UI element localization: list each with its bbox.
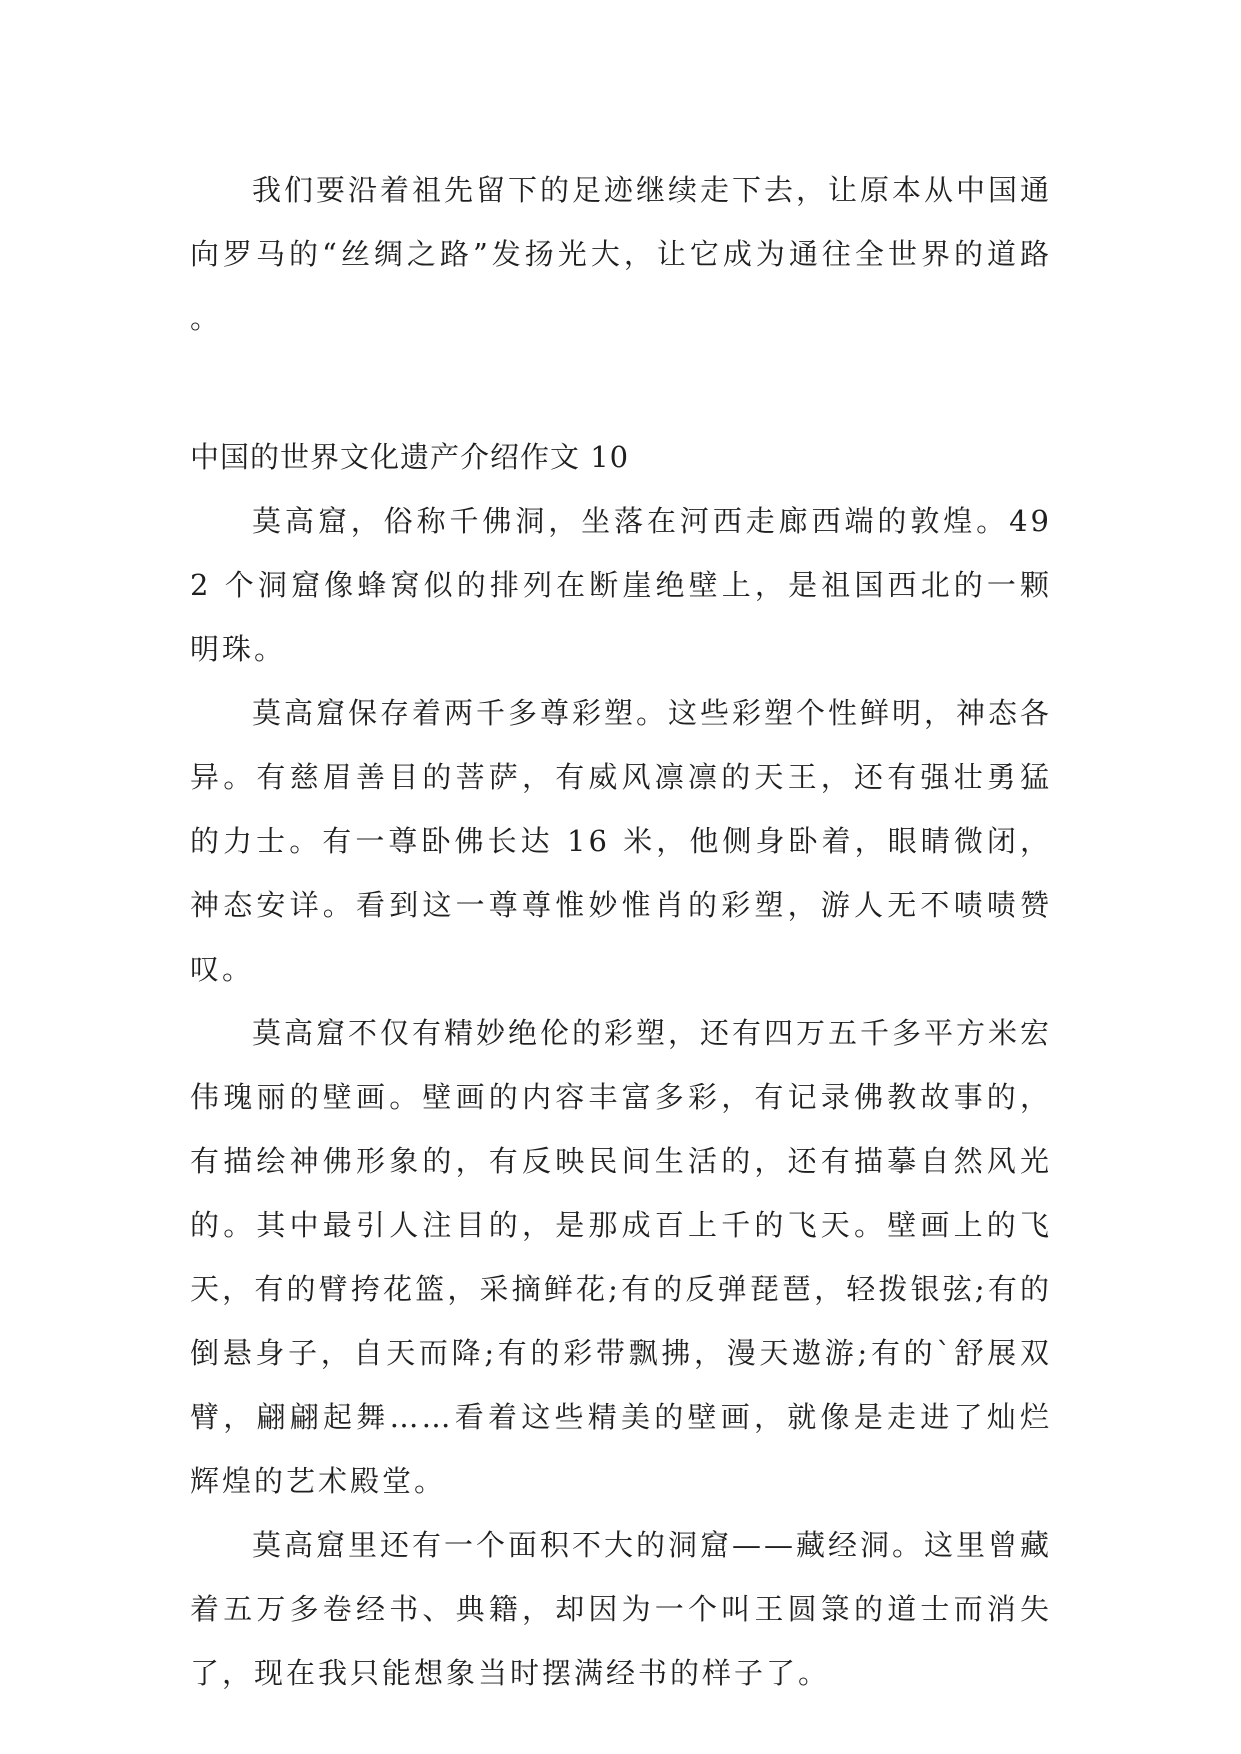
section-title: 中国的世界文化遗产介绍作文 10 <box>190 440 630 474</box>
paragraph-mogao-intro: 莫高窟，俗称千佛洞，坐落在河西走廊西端的敦煌。492 个洞窟像蜂窝似的排列在断崖绝壁上，是祖国西北的一颗明珠。 <box>190 504 1052 666</box>
intro-paragraph: 我们要沿着祖先留下的足迹继续走下去，让原本从中国通向罗马的“丝绸之路”发扬光大，让它成为通往全世界的道路。 <box>190 173 1053 335</box>
paragraph-murals: 莫高窟不仅有精妙绝伦的彩塑，还有四万五千多平方米宏伟瑰丽的壁画。壁画的内容丰富多彩，有记录佛教故事的，有描绘神佛形象的，有反映民间生活的，还有描摹自然风光的。其中最引人注目的，是那成百上千的飞天。壁画上的飞天，有的臂挎花篮，采摘鲜花;有的反弹琵琶，轻拨银弦;有的倒悬身子，自天而降;有的彩带飘拂，漫天遨游;有的`舒展双臂，翩翩起舞……看着这些精美的壁画，就像是走进了灿烂辉煌的艺术殿堂。 <box>190 1016 1053 1498</box>
paragraph-statues: 莫高窟保存着两千多尊彩塑。这些彩塑个性鲜明，神态各异。有慈眉善目的菩萨，有威风凛凛的天王，还有强壮勇猛的力士。有一尊卧佛长达 16 米，他侧身卧着，眼睛微闭，神态安详。看到这一尊尊惟妙惟肖的彩塑，游人无不啧啧赞叹。 <box>190 696 1053 986</box>
document-body <box>190 158 1052 1705</box>
paragraph-library-cave: 莫高窟里还有一个面积不大的洞窟——藏经洞。这里曾藏着五万多卷经书、典籍，却因为一个叫王圆箓的道士而消失了，现在我只能想象当时摆满经书的样子了。 <box>190 1528 1053 1690</box>
